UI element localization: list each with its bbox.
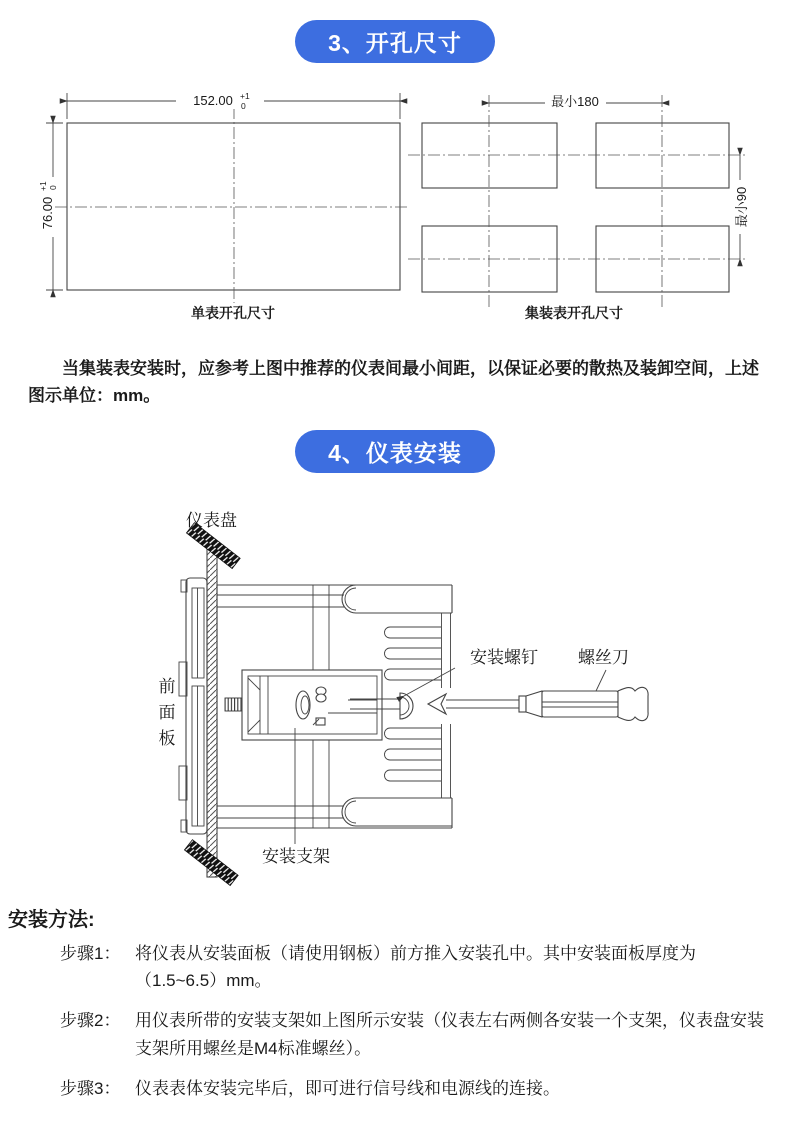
height-tolerance-lower: 0	[48, 185, 58, 190]
section-3-header: 3、开孔尺寸	[295, 20, 495, 63]
front-panel-label-char-1: 前	[158, 677, 176, 696]
installation-method-heading: 安装方法:	[8, 909, 95, 931]
step-1-text: 将仪表从安装面板（请使用钢板）前方推入安装孔中。其中安装面板厚度为（1.5~6.5）mm。	[135, 944, 696, 991]
installation-step-2	[60, 1007, 766, 1061]
min-horizontal-spacing: 最小180	[551, 94, 599, 109]
cluster-cutout-caption: 集装表开孔尺寸	[525, 305, 623, 321]
step-3-label: 步骤3：	[60, 1078, 121, 1098]
front-panel-drawing	[179, 578, 207, 834]
installation-figure	[0, 480, 790, 900]
panel-label: 仪表盘	[186, 511, 237, 530]
cutout-dimensions-figure	[0, 85, 790, 340]
installation-steps	[60, 940, 766, 1115]
step-3-text: 仪表表体安装完毕后，即可进行信号线和电源线的连接。	[135, 1078, 560, 1098]
screwdriver-label: 螺丝刀	[578, 648, 629, 667]
screw-leader-line	[404, 668, 455, 696]
single-cutout-drawing	[38, 91, 408, 321]
mounting-bracket-drawing	[225, 670, 382, 740]
installation-step-3	[60, 1075, 766, 1102]
front-panel-label-char-2: 面	[158, 703, 176, 722]
height-dimension: 76.00	[40, 196, 55, 230]
cluster-spacing-note: 当集装表安装时，应参考上图中推荐的仪表间最小间距，以保证必要的散热及装卸空间，上述图示单位：mm。	[28, 359, 759, 405]
mounting-bracket-label: 安装支架	[262, 847, 330, 866]
step-2-label: 步骤2：	[60, 1011, 121, 1031]
single-cutout-caption: 单表开孔尺寸	[191, 305, 275, 321]
mounting-screw-label: 安装螺钉	[470, 648, 538, 667]
width-dimension: 152.00	[193, 93, 233, 108]
width-tolerance-lower: 0	[241, 101, 246, 111]
installation-step-1	[60, 940, 766, 994]
front-panel-label-char-3: 板	[158, 729, 176, 748]
min-vertical-spacing: 最小90	[734, 186, 749, 228]
screwdriver-leader-line	[596, 670, 606, 691]
step-1-label: 步骤1：	[60, 944, 121, 963]
section-4-header: 4、仪表安装	[295, 430, 495, 473]
screwdriver-drawing	[428, 687, 648, 720]
width-tolerance-upper: +1	[240, 91, 250, 101]
height-tolerance-upper: +1	[38, 181, 48, 191]
cluster-cutout-drawing	[408, 93, 749, 321]
step-2-text: 用仪表所带的安装支架如上图所示安装（仪表左右两侧各安装一个支架，仪表盘安装支架所用螺丝是M4标准螺丝）。	[135, 1011, 764, 1058]
